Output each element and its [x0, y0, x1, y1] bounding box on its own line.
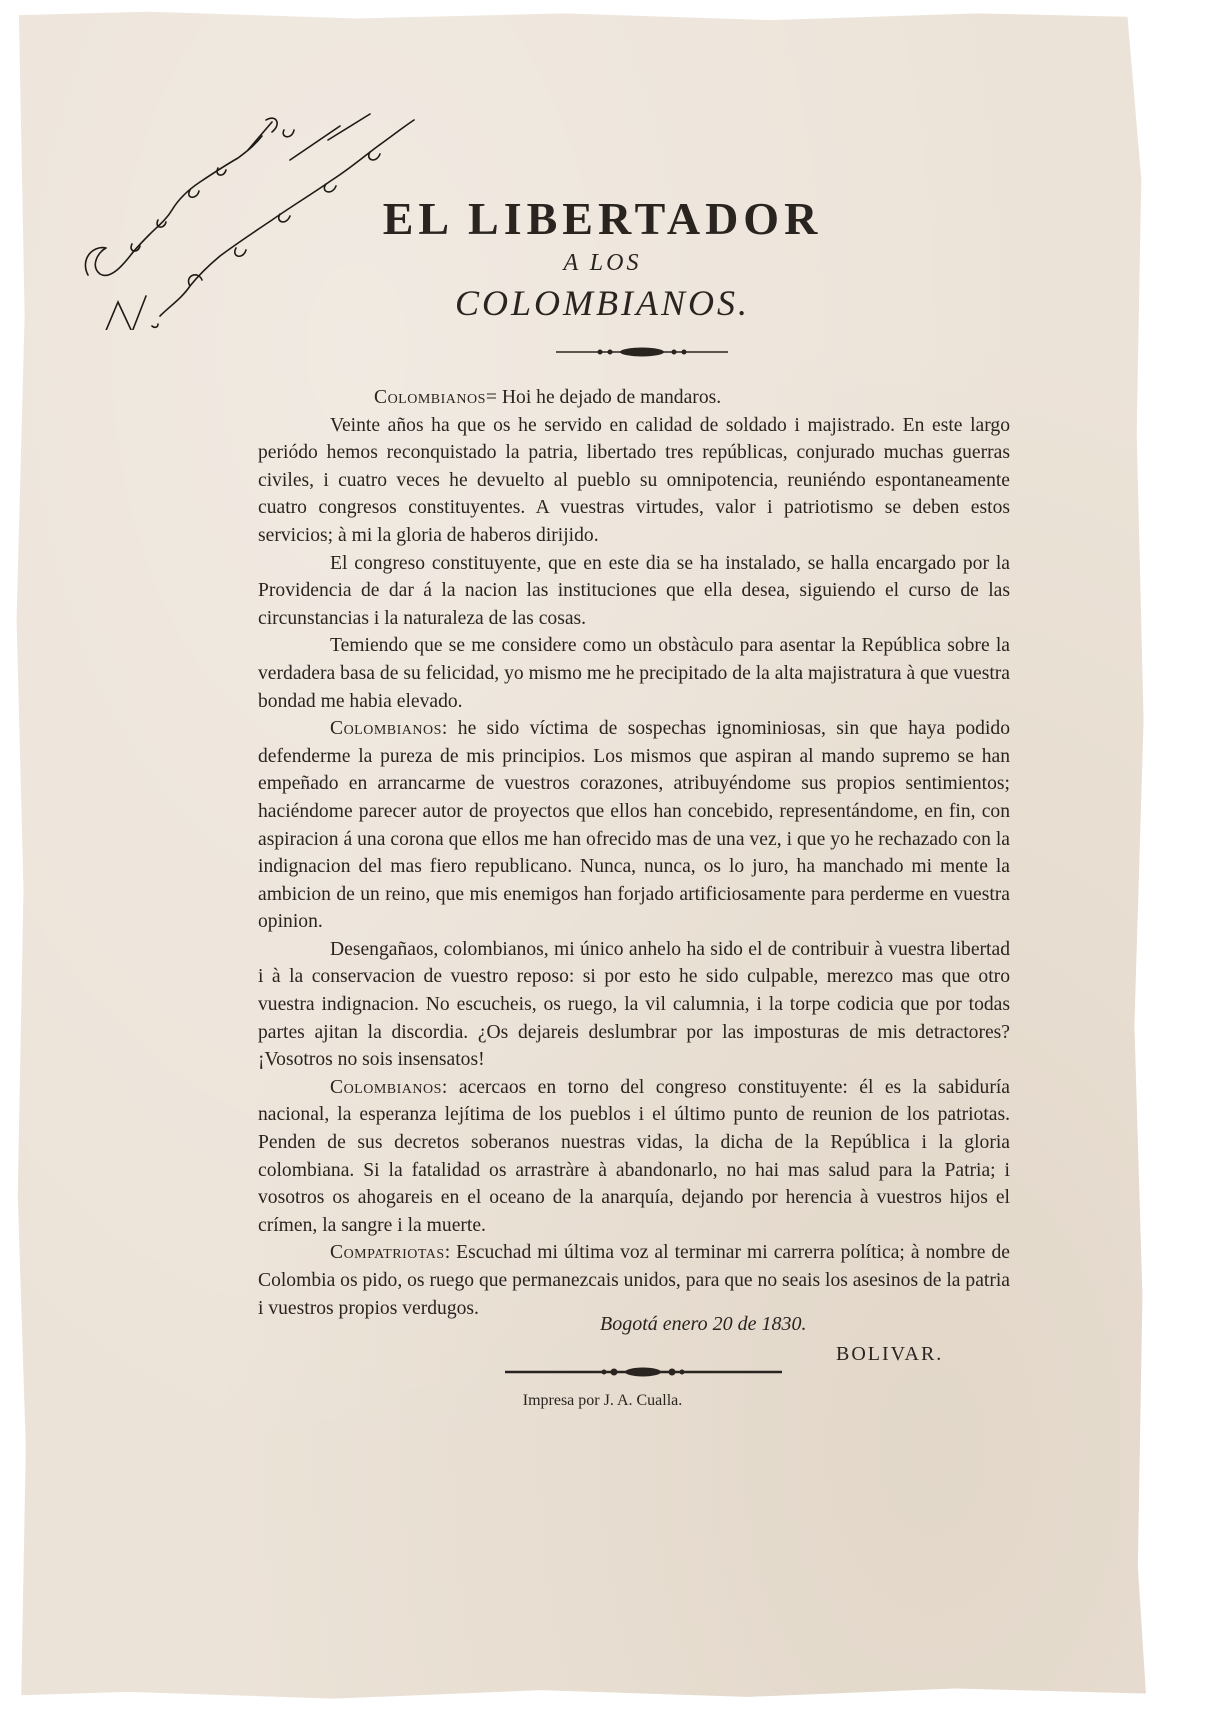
printer-imprint: Impresa por J. A. Cualla. [522, 1392, 683, 1409]
paragraph-text: Hoi he dejado de mandaros. [501, 387, 722, 408]
paragraph-text: El congreso constituyente, que en este dia se ha instalado, se halla encargado por la Providencia de dar á la nacion las instituciones que ella desea, siguiendo el curso de las circunstancias i la naturaleza de las cosas. [258, 552, 1010, 629]
paragraph-lead: Compatriotas [330, 1242, 445, 1264]
paragraph-opening: Colombianos= Hoi he dejado de mandaros. [374, 387, 722, 408]
paragraph-text: Veinte años ha que os he servido en calidad de soldado i majistrado. En este largo periódo hemos reconquistado la patria, libertado tres repúblicas, conjurado muchas guerras civiles, i cuatro veces he devuelto al pueblo su omnipotencia, reuniéndo espontaneamente cuatro congresos constituyentes. A vuestras virtudes, valor i patriotismo se deben estos servicios; à mi la gloria de haberos dirijido. [258, 414, 1010, 546]
proclamation-body [258, 384, 1010, 1322]
paragraph: Colombianos: he sido víctima de sospechas ignominiosas, sin que haya podido defenderme la pureza de mis principios. Los mismos que aspiran al mando supremo se han empeñado en arrancarme de vuestros corazones, atribuyéndome sus propios sentimientos; haciéndome parecer autor de proyectos que ellos han concebido, representándome, en fin, con aspiracion á una corona que ellos me han ofrecido mas de una vez, i que yo he rechazado con la indignacion del mas fiero republicano. Nunca, nunca, os lo juro, ha manchado mi mente la ambicion de un reino, que mis enemigos han forjado artificiosamente para perderme en vuestra opinion. [258, 718, 1011, 933]
paragraph [258, 632, 1010, 715]
paragraph-text: acercaos en torno del congreso constituyente: él es la sabiduría nacional, la esperanza lejítima de los pueblos i el último punto de reunion de los patriotas. Penden de sus decretos soberanos nuestras vidas, la dicha de la República i la gloria colombiana. Si la fatalidad os arrastràre à abandonarlo, no hai mas salud para la Patria; i vosotros os ahogareis en el oceano de la anarquía, dejando por herencia à vuestros hijos el crímen, la sangre i la muerte. [258, 1076, 1011, 1236]
heading-a-los: A LOS [563, 250, 642, 276]
paragraph-lead: Colombianos [330, 718, 442, 740]
dateline: Bogotá enero 20 de 1830. [600, 1313, 807, 1335]
ornamental-rule-bottom [0, 1364, 1205, 1380]
paragraph [258, 550, 1010, 633]
heading-colombianos: COLOMBIANOS. [455, 283, 750, 323]
paragraph-text: Temiendo que se me considere como un obstàculo para asentar la República sobre la verdadera basa de su felicidad, yo mismo me he precipitado de la alta majistratura à que vuestra bondad me habia elevado. [258, 635, 1010, 712]
paragraph [258, 412, 1010, 550]
paragraph: Colombianos: acercaos en torno del congreso constituyente: él es la sabiduría nacional, la esperanza lejítima de los pueblos i el último punto de reunion de los patriotas. Penden de sus decretos soberanos nuestras vidas, la dicha de la República i la gloria colombiana. Si la fatalidad os arrastràre à abandonarlo, no hai mas salud para la Patria; i vosotros os ahogareis en el oceano de la anarquía, dejando por herencia à vuestros hijos el crímen, la sangre i la muerte. [258, 1076, 1011, 1236]
paragraph-lead: Colombianos [374, 387, 486, 408]
signature: BOLIVAR. [836, 1343, 944, 1365]
paragraph-text: Desengañaos, colombianos, mi único anhelo ha sido el de contribuir à vuestra libertad i à la conservacion de vuestro reposo: si por esto he sido culpable, merezco mas que otro vuestra indignacion. No escucheis, os ruego, la vil calumnia, i la torpe codicia que por todas partes ajitan la discordia. ¿Os dejareis deslumbrar por las imposturas de mis detractores? ¡Vosotros no sois insensatos! [258, 938, 1010, 1071]
paragraph-text: he sido víctima de sospechas ignominiosas, sin que haya podido defenderme la pureza de mis principios. Los mismos que aspiran al mando supremo se han empeñado en arrancarme de vuestros corazones, atribuyéndome sus propios sentimientos; haciéndome parecer autor de proyectos que ellos han concebido, representándome, en fin, con aspiracion á una corona que ellos me han ofrecido mas de una vez, i que yo he rechazado con la indignacion del mas fiero republicano. Nunca, nunca, os lo juro, ha manchado mi mente la ambicion de un reino, que mis enemigos han forjado artificiosamente para perderme en vuestra opinion. [258, 718, 1011, 933]
paragraph [258, 936, 1010, 1074]
paragraph: Compatriotas: Escuchad mi última voz al terminar mi carrerra política; à nombre de Colombia os pido, os ruego que permanezcais unidos, para que no seais los asesinos de la patria i vuestros propios verdugos. [258, 1242, 1011, 1319]
ornamental-rule-top [0, 344, 1205, 360]
paragraph-lead: Colombianos [330, 1076, 442, 1098]
heading-libertador: EL LIBERTADOR [382, 193, 823, 244]
paragraph-text: Escuchad mi última voz al terminar mi carrerra política; à nombre de Colombia os pido, os ruego que permanezcais unidos, para que no seais los asesinos de la patria i vuestros propios verdugos. [258, 1242, 1011, 1319]
